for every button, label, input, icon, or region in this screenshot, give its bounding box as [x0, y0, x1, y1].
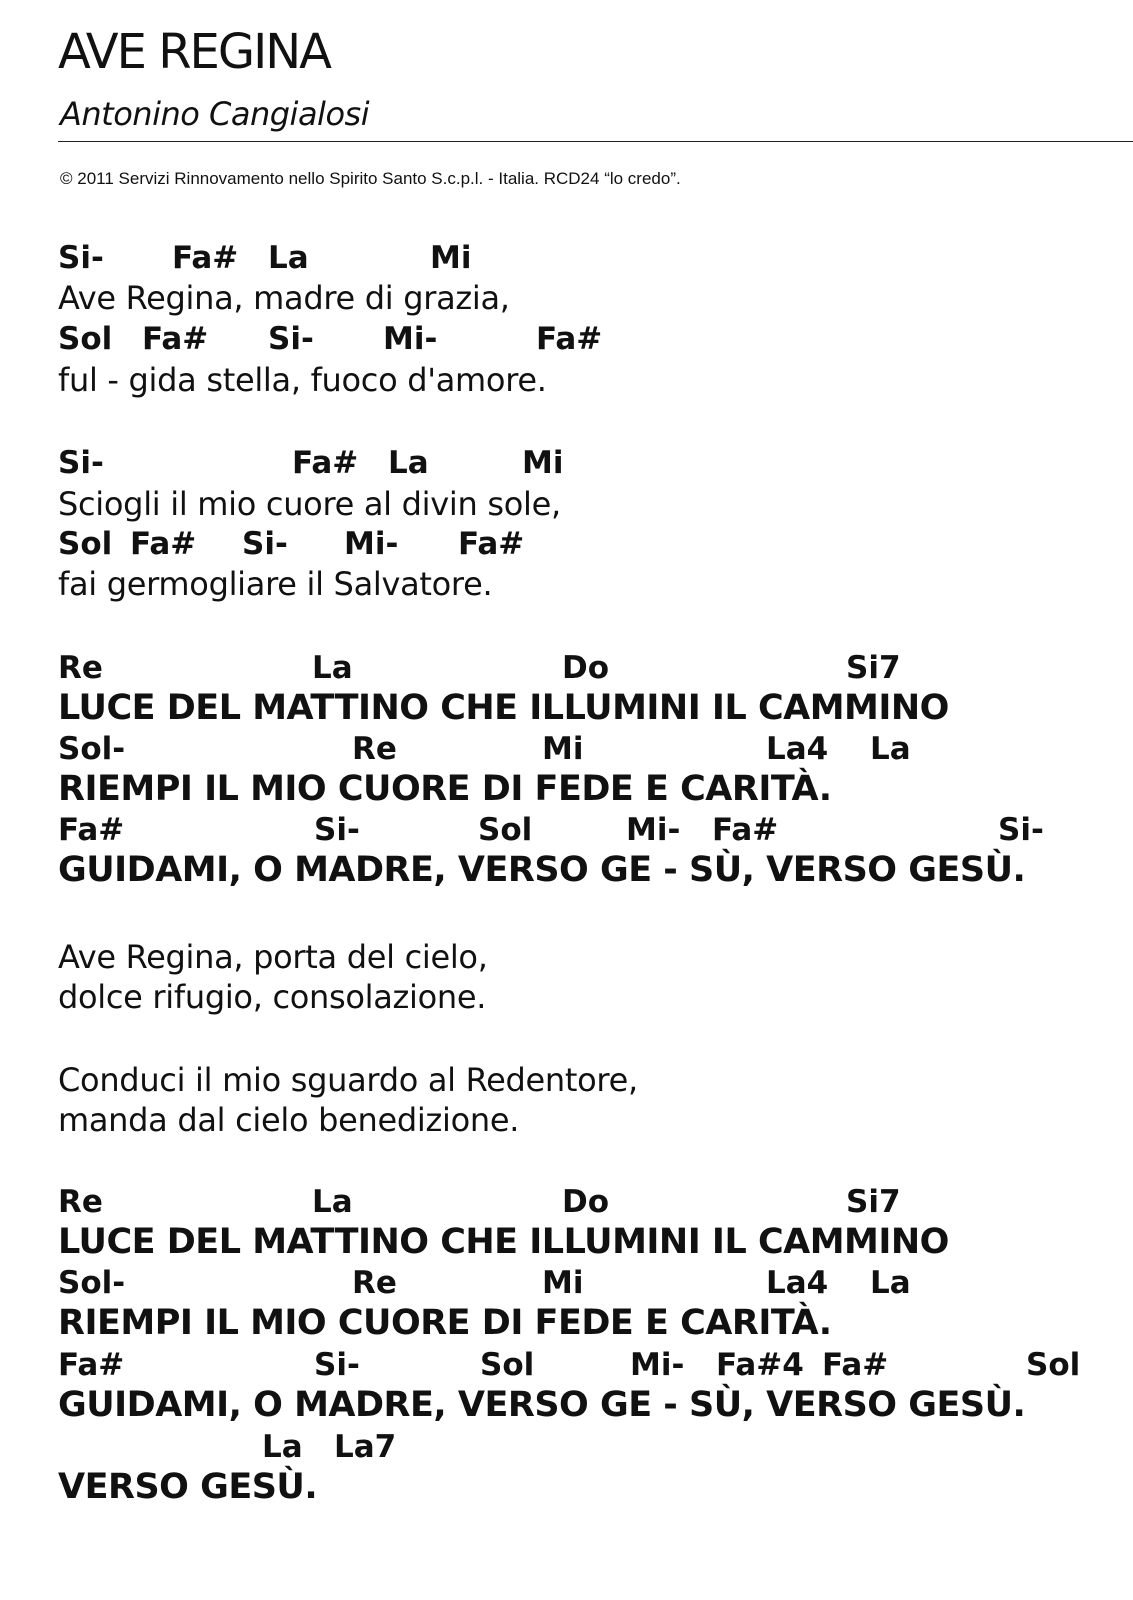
- chord: Si-: [314, 1347, 360, 1383]
- chord: Fa#: [172, 240, 239, 276]
- chord: Sol-: [58, 731, 126, 767]
- chord: La: [870, 1265, 911, 1301]
- song-author: Antonino Cangialosi: [60, 95, 370, 133]
- header-divider: [58, 141, 1133, 142]
- chord: La: [388, 445, 429, 481]
- verse2-lyric-line-2: fai germogliare il Salvatore.: [58, 565, 493, 603]
- chord: La: [268, 240, 309, 276]
- refrain2-line-1: LUCE DEL MATTINO CHE ILLUMINI IL CAMMINO: [58, 1222, 949, 1262]
- chord: La: [262, 1429, 303, 1465]
- chord: Si-: [58, 445, 104, 481]
- verse1-lyric-line-2: ful - gida stella, fuoco d'amore.: [58, 361, 547, 399]
- verse4-lyric-line-2: manda dal cielo benedizione.: [58, 1101, 520, 1139]
- chord: Mi: [522, 445, 564, 481]
- chord: Si-: [242, 526, 288, 562]
- verse1-lyric-line-1: Ave Regina, madre di grazia,: [58, 279, 510, 317]
- chord: Re: [352, 731, 397, 767]
- chord: Sol: [58, 321, 113, 357]
- chord: Do: [562, 1184, 610, 1220]
- chord: Fa#: [712, 812, 779, 848]
- chord: Fa#4: [716, 1347, 804, 1383]
- chord: Fa#: [130, 526, 197, 562]
- chord: La: [312, 1184, 353, 1220]
- chord: Mi-: [626, 812, 681, 848]
- chord: Sol: [58, 526, 113, 562]
- chord: Si-: [998, 812, 1044, 848]
- chord: Sol-: [58, 1265, 126, 1301]
- chord: La: [312, 650, 353, 686]
- chord: Re: [58, 650, 103, 686]
- chord: Sol: [1026, 1347, 1081, 1383]
- chord: La: [870, 731, 911, 767]
- chord: Si-: [268, 321, 314, 357]
- refrain2-line-2: RIEMPI IL MIO CUORE DI FEDE E CARITÀ.: [58, 1303, 832, 1343]
- verse3-lyric-line-1: Ave Regina, porta del cielo,: [58, 938, 488, 976]
- chord: Fa#: [58, 812, 125, 848]
- copyright-notice: © 2011 Servizi Rinnovamento nello Spirito Santo S.c.p.l. - Italia. RCD24 “lo credo”.: [60, 169, 681, 188]
- verse3-lyric-line-2: dolce rifugio, consolazione.: [58, 978, 487, 1016]
- chord: Re: [352, 1265, 397, 1301]
- refrain1-line-1: LUCE DEL MATTINO CHE ILLUMINI IL CAMMINO: [58, 688, 949, 728]
- chord: Mi-: [383, 321, 438, 357]
- chord: Fa#: [142, 321, 209, 357]
- chord: Si-: [314, 812, 360, 848]
- refrain1-line-2: RIEMPI IL MIO CUORE DI FEDE E CARITÀ.: [58, 769, 832, 809]
- song-title: AVE REGINA: [58, 24, 330, 80]
- chord: Mi-: [630, 1347, 685, 1383]
- refrain2-line-3: GUIDAMI, O MADRE, VERSO GE - SÙ, VERSO GESÙ.: [58, 1385, 1026, 1425]
- chord: La4: [766, 731, 829, 767]
- chord: Fa#: [458, 526, 525, 562]
- chord: Re: [58, 1184, 103, 1220]
- refrain1-line-3: GUIDAMI, O MADRE, VERSO GE - SÙ, VERSO GESÙ.: [58, 850, 1026, 890]
- chord: Mi: [542, 1265, 584, 1301]
- chord: Fa#: [58, 1347, 125, 1383]
- chord: Do: [562, 650, 610, 686]
- chord: La4: [766, 1265, 829, 1301]
- refrain2-line-4: VERSO GESÙ.: [58, 1467, 318, 1507]
- chord: La7: [334, 1429, 397, 1465]
- chord: Si7: [846, 1184, 901, 1220]
- chord: Mi: [542, 731, 584, 767]
- chord: Fa#: [292, 445, 359, 481]
- chord: Si7: [846, 650, 901, 686]
- verse4-lyric-line-1: Conduci il mio sguardo al Redentore,: [58, 1061, 638, 1099]
- verse2-lyric-line-1: Sciogli il mio cuore al divin sole,: [58, 485, 561, 523]
- chord: Sol: [478, 812, 533, 848]
- chord: Si-: [58, 240, 104, 276]
- chord: Mi: [430, 240, 472, 276]
- chord: Mi-: [344, 526, 399, 562]
- chord: Fa#: [822, 1347, 889, 1383]
- chord: Sol: [480, 1347, 535, 1383]
- chord: Fa#: [536, 321, 603, 357]
